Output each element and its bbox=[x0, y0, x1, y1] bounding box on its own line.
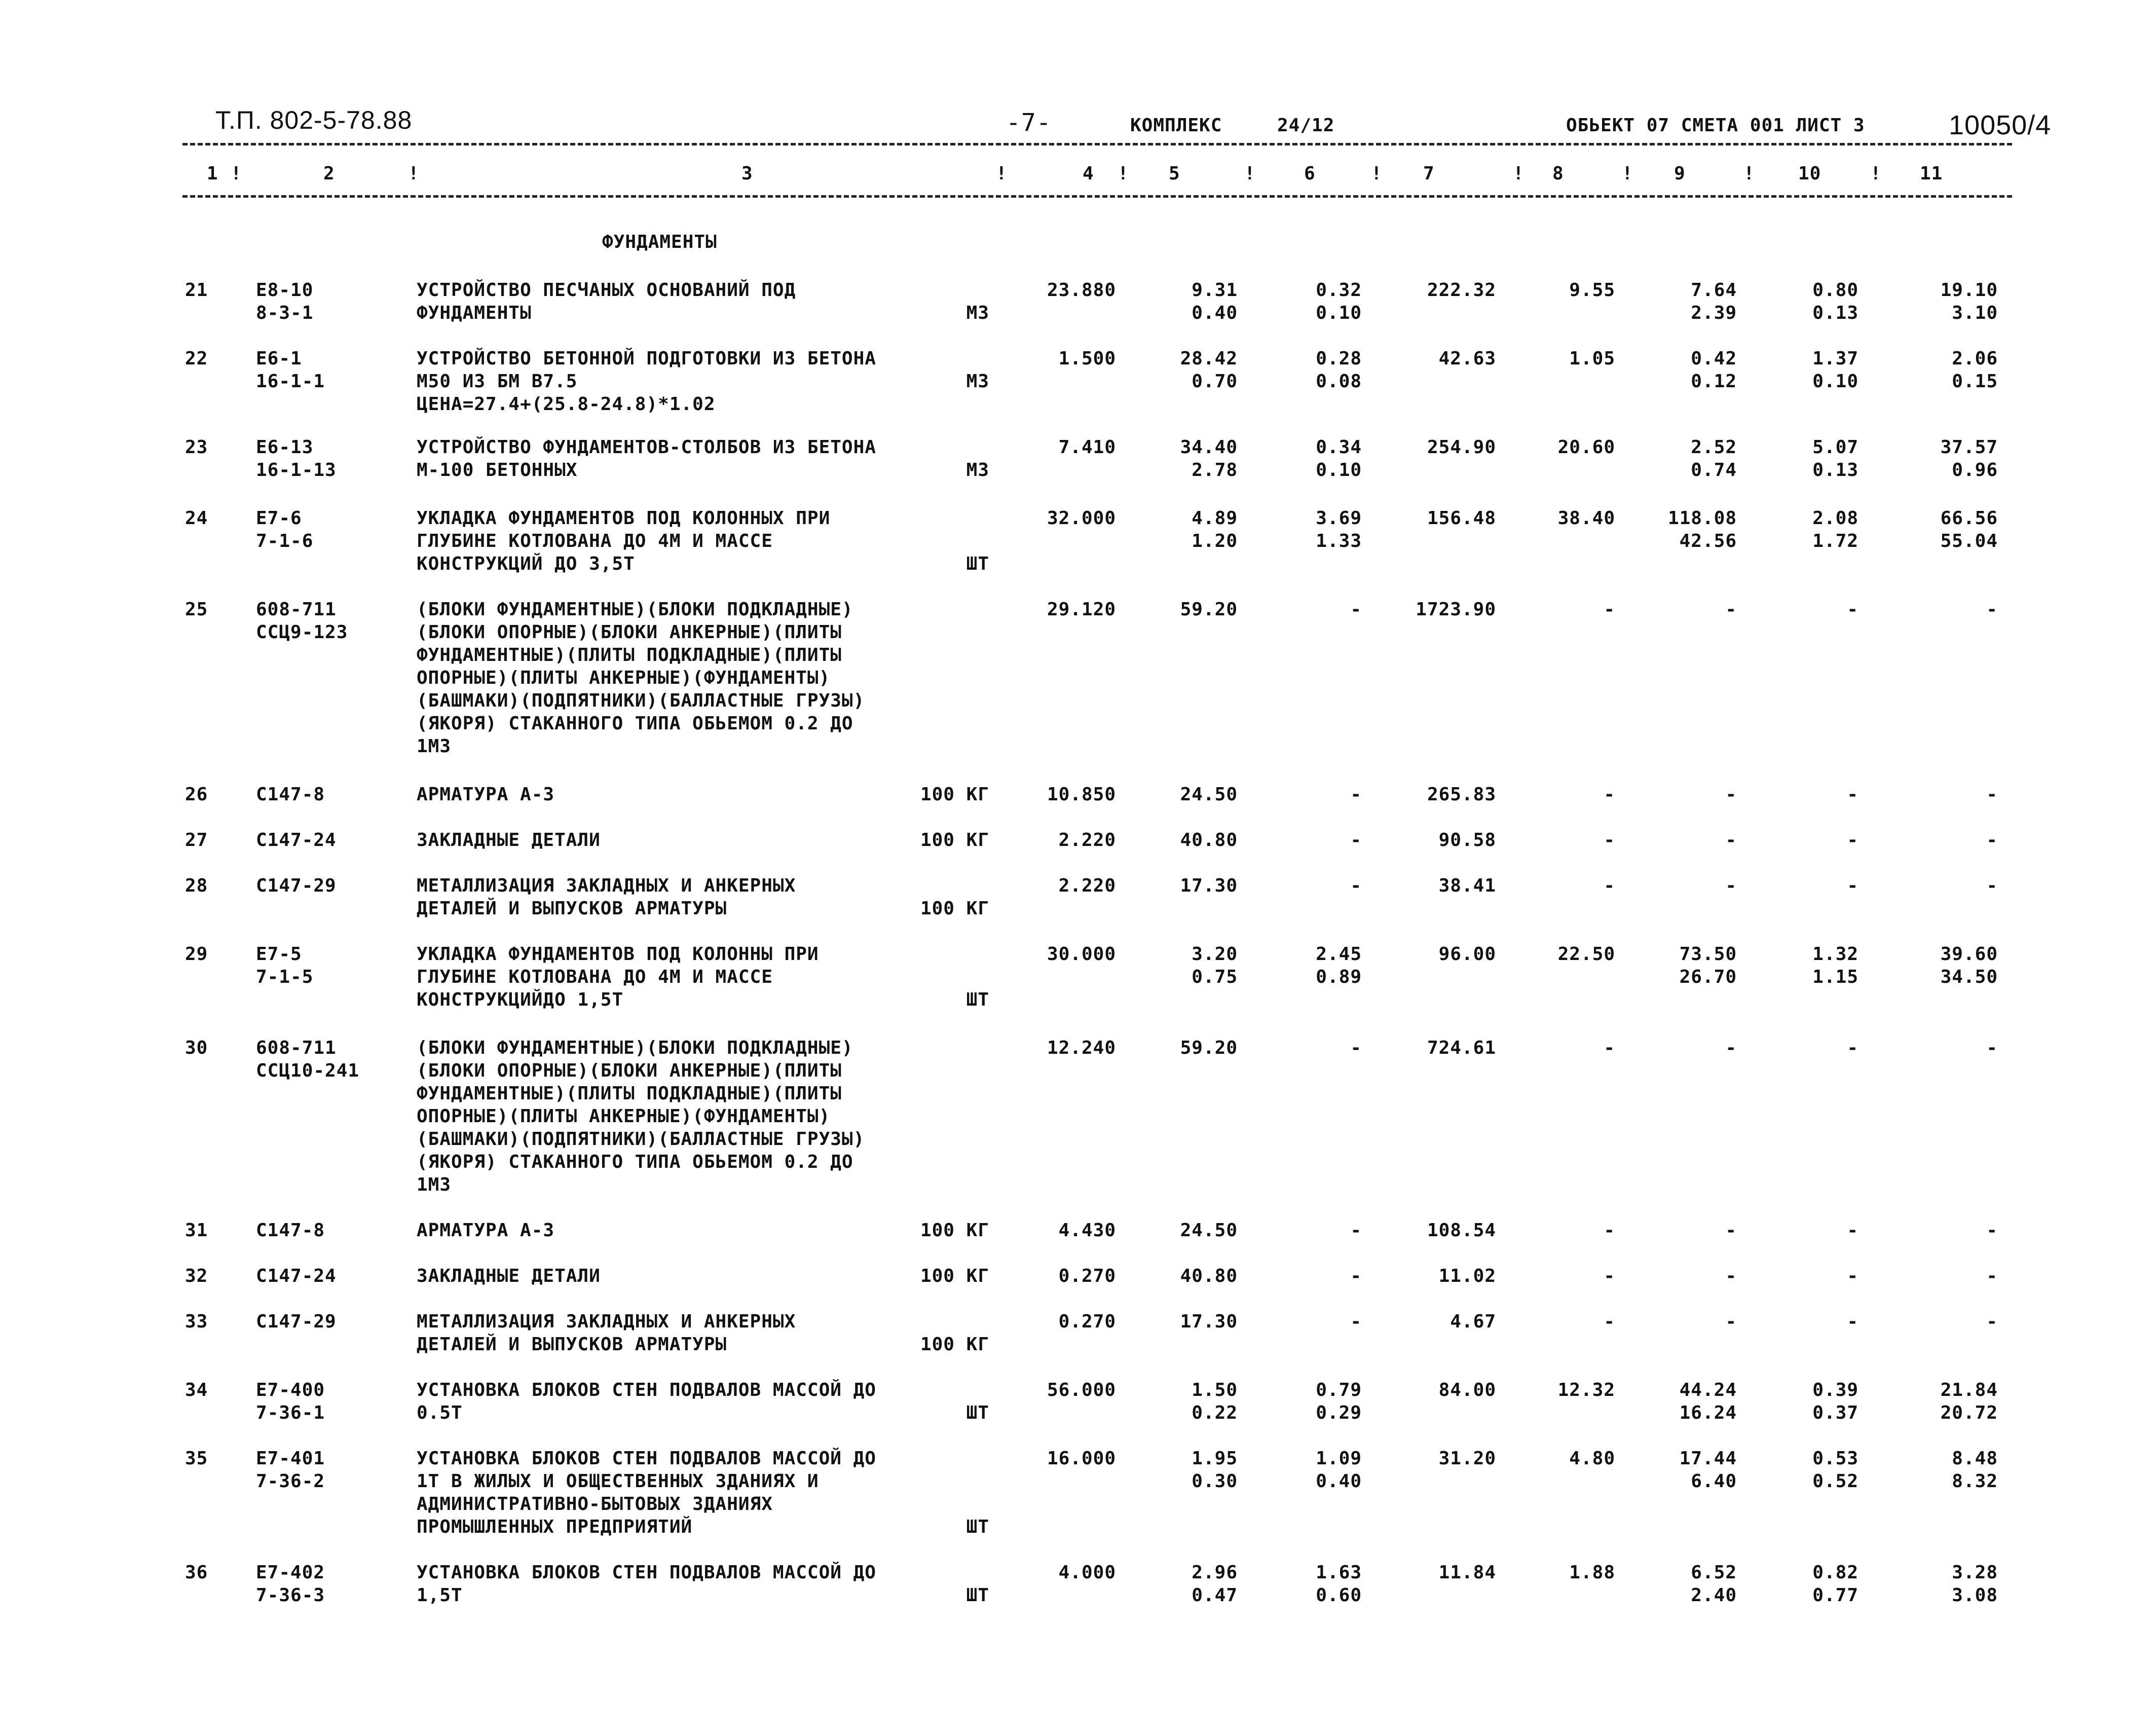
column-number: 5 bbox=[1169, 163, 1180, 184]
column-number: 1 bbox=[207, 163, 218, 184]
labor-total: 3.10 bbox=[1952, 303, 1998, 323]
quantity: 29.120 bbox=[1047, 599, 1116, 620]
total-cost: 38.41 bbox=[1438, 875, 1496, 896]
labor-unit: 1.15 bbox=[1812, 967, 1859, 987]
section-title: ФУНДАМЕНТЫ bbox=[602, 232, 717, 252]
total-cost: 96.00 bbox=[1438, 944, 1496, 965]
total-cost: 84.00 bbox=[1438, 1380, 1496, 1400]
work-description: ГЛУБИНЕ КОТЛОВАНА ДО 4М И МАССЕ bbox=[417, 531, 773, 551]
labor-total: - bbox=[1986, 784, 1998, 805]
rate-code: Е8-10 bbox=[256, 280, 314, 301]
work-description: М-100 БЕТОННЫХ bbox=[417, 460, 578, 481]
machine-cost: 0.10 bbox=[1316, 303, 1362, 323]
column-separator: ! bbox=[1622, 163, 1633, 184]
column-number: 11 bbox=[1920, 163, 1943, 184]
work-description: ФУНДАМЕНТЫ bbox=[417, 303, 532, 323]
labor-total: 20.72 bbox=[1940, 1402, 1998, 1423]
rate-code: 608-711 bbox=[256, 1038, 337, 1058]
rate-code: С147-24 bbox=[256, 830, 337, 851]
unit-of-measure: ШТ bbox=[966, 1402, 989, 1423]
work-description: ЗАКЛАДНЫЕ ДЕТАЛИ bbox=[417, 830, 601, 851]
work-description: ОПОРНЫЕ)(ПЛИТЫ АНКЕРНЫЕ)(ФУНДАМЕНТЫ) bbox=[417, 668, 831, 688]
machine-total: - bbox=[1725, 784, 1737, 805]
machine-cost: 1.09 bbox=[1316, 1448, 1362, 1469]
work-description: ЗАКЛАДНЫЕ ДЕТАЛИ bbox=[417, 1266, 601, 1286]
unit-cost: 24.50 bbox=[1180, 1220, 1238, 1241]
work-description: ДЕТАЛЕЙ И ВЫПУСКОВ АРМАТУРЫ bbox=[417, 898, 727, 919]
row-number: 23 bbox=[185, 437, 208, 458]
wages-total: 9.55 bbox=[1569, 280, 1615, 301]
labor-unit: - bbox=[1847, 875, 1859, 896]
row-number: 32 bbox=[185, 1266, 208, 1286]
rate-code: 7-1-5 bbox=[256, 967, 314, 987]
wages-total: - bbox=[1604, 875, 1615, 896]
labor-total: 3.28 bbox=[1952, 1562, 1998, 1583]
machine-total: 0.42 bbox=[1691, 348, 1737, 369]
wages-total: - bbox=[1604, 830, 1615, 851]
machine-total: - bbox=[1725, 1220, 1737, 1241]
unit-of-measure: 100 КГ bbox=[920, 1220, 989, 1241]
labor-total: 8.32 bbox=[1952, 1471, 1998, 1492]
machine-total: 2.39 bbox=[1691, 303, 1737, 323]
rate-code: 7-36-1 bbox=[256, 1402, 325, 1423]
total-cost: 265.83 bbox=[1427, 784, 1496, 805]
labor-unit: 0.13 bbox=[1812, 460, 1859, 481]
labor-total: - bbox=[1986, 1266, 1998, 1286]
labor-unit: - bbox=[1847, 599, 1859, 620]
rate-code: Е7-402 bbox=[256, 1562, 325, 1583]
labor-unit: 0.37 bbox=[1812, 1402, 1859, 1423]
unit-cost: 2.96 bbox=[1192, 1562, 1238, 1583]
labor-total: 34.50 bbox=[1940, 967, 1998, 987]
work-description: (БАШМАКИ)(ПОДПЯТНИКИ)(БАЛЛАСТНЫЕ ГРУЗЫ) bbox=[417, 690, 865, 711]
work-description: КОНСТРУКЦИЙ ДО 3,5Т bbox=[417, 553, 635, 574]
machine-cost: 2.45 bbox=[1316, 944, 1362, 965]
labor-total: - bbox=[1986, 1311, 1998, 1332]
wages-total: 12.32 bbox=[1557, 1380, 1615, 1400]
row-number: 24 bbox=[185, 508, 208, 529]
machine-cost: - bbox=[1350, 830, 1362, 851]
labor-total: 21.84 bbox=[1940, 1380, 1998, 1400]
unit-cost: 59.20 bbox=[1180, 599, 1238, 620]
machine-total: 0.74 bbox=[1691, 460, 1737, 481]
work-description: (БЛОКИ ФУНДАМЕНТНЫЕ)(БЛОКИ ПОДКЛАДНЫЕ) bbox=[417, 599, 853, 620]
machine-cost: 1.33 bbox=[1316, 531, 1362, 551]
quantity: 10.850 bbox=[1047, 784, 1116, 805]
rate-code: 7-36-2 bbox=[256, 1471, 325, 1492]
machine-total: - bbox=[1725, 830, 1737, 851]
labor-unit: 0.77 bbox=[1812, 1585, 1859, 1606]
row-number: 30 bbox=[185, 1038, 208, 1058]
work-description: УСТАНОВКА БЛОКОВ СТЕН ПОДВАЛОВ МАССОЙ ДО bbox=[417, 1380, 876, 1400]
quantity: 30.000 bbox=[1047, 944, 1116, 965]
unit-cost: 2.78 bbox=[1192, 460, 1238, 481]
unit-cost: 0.70 bbox=[1192, 371, 1238, 392]
work-description: УСТАНОВКА БЛОКОВ СТЕН ПОДВАЛОВ МАССОЙ ДО bbox=[417, 1562, 876, 1583]
header-bottom-rule bbox=[182, 195, 2012, 198]
machine-cost: 0.29 bbox=[1316, 1402, 1362, 1423]
machine-cost: - bbox=[1350, 875, 1362, 896]
total-cost: 90.58 bbox=[1438, 830, 1496, 851]
unit-cost: 34.40 bbox=[1180, 437, 1238, 458]
labor-total: 55.04 bbox=[1940, 531, 1998, 551]
unit-cost: 40.80 bbox=[1180, 1266, 1238, 1286]
work-description: УСТРОЙСТВО ФУНДАМЕНТОВ-СТОЛБОВ ИЗ БЕТОНА bbox=[417, 437, 876, 458]
work-description: ФУНДАМЕНТНЫЕ)(ПЛИТЫ ПОДКЛАДНЫЕ)(ПЛИТЫ bbox=[417, 1083, 842, 1104]
machine-total: 73.50 bbox=[1679, 944, 1737, 965]
machine-total: 6.52 bbox=[1691, 1562, 1737, 1583]
column-separator: ! bbox=[1371, 163, 1383, 184]
machine-total: - bbox=[1725, 1311, 1737, 1332]
row-number: 26 bbox=[185, 784, 208, 805]
rate-code: С147-8 bbox=[256, 784, 325, 805]
labor-unit: 1.32 bbox=[1812, 944, 1859, 965]
unit-of-measure: 100 КГ bbox=[920, 1266, 989, 1286]
rate-code: 7-36-3 bbox=[256, 1585, 325, 1606]
work-description: УСТАНОВКА БЛОКОВ СТЕН ПОДВАЛОВ МАССОЙ ДО bbox=[417, 1448, 876, 1469]
column-number: 3 bbox=[741, 163, 753, 184]
work-description: (БЛОКИ ОПОРНЫЕ)(БЛОКИ АНКЕРНЫЕ)(ПЛИТЫ bbox=[417, 1060, 842, 1081]
work-description: (БЛОКИ ОПОРНЫЕ)(БЛОКИ АНКЕРНЫЕ)(ПЛИТЫ bbox=[417, 622, 842, 643]
machine-cost: - bbox=[1350, 599, 1362, 620]
machine-cost: 1.63 bbox=[1316, 1562, 1362, 1583]
row-number: 35 bbox=[185, 1448, 208, 1469]
labor-unit: 0.10 bbox=[1812, 371, 1859, 392]
total-cost: 254.90 bbox=[1427, 437, 1496, 458]
labor-unit: 0.53 bbox=[1812, 1448, 1859, 1469]
column-number: 6 bbox=[1304, 163, 1316, 184]
work-description: ПРОМЫШЛЕННЫХ ПРЕДПРИЯТИЙ bbox=[417, 1517, 693, 1537]
column-number: 9 bbox=[1674, 163, 1686, 184]
wages-total: 38.40 bbox=[1557, 508, 1615, 529]
machine-total: 7.64 bbox=[1691, 280, 1737, 301]
work-description: ГЛУБИНЕ КОТЛОВАНА ДО 4М И МАССЕ bbox=[417, 967, 773, 987]
labor-total: - bbox=[1986, 599, 1998, 620]
column-separator: ! bbox=[1743, 163, 1755, 184]
work-description: 0.5Т bbox=[417, 1402, 463, 1423]
column-separator: ! bbox=[231, 163, 242, 184]
total-cost: 1723.90 bbox=[1416, 599, 1496, 620]
total-cost: 222.32 bbox=[1427, 280, 1496, 301]
rate-code: 16-1-13 bbox=[256, 460, 337, 481]
wages-total: 22.50 bbox=[1557, 944, 1615, 965]
labor-total: - bbox=[1986, 830, 1998, 851]
unit-cost: 1.20 bbox=[1192, 531, 1238, 551]
column-separator: ! bbox=[1870, 163, 1882, 184]
row-number: 36 bbox=[185, 1562, 208, 1583]
work-description: (ЯКОРЯ) СТАКАННОГО ТИПА ОБЬЕМОМ 0.2 ДО bbox=[417, 1152, 853, 1172]
labor-total: 66.56 bbox=[1940, 508, 1998, 529]
total-cost: 11.84 bbox=[1438, 1562, 1496, 1583]
labor-unit: - bbox=[1847, 784, 1859, 805]
object-estimate-sheet: ОБЬЕКТ 07 СМЕТА 001 ЛИСТ 3 bbox=[1566, 115, 1865, 136]
column-separator: ! bbox=[408, 163, 420, 184]
machine-cost: 3.69 bbox=[1316, 508, 1362, 529]
unit-cost: 4.89 bbox=[1192, 508, 1238, 529]
quantity: 23.880 bbox=[1047, 280, 1116, 301]
rate-code: С147-29 bbox=[256, 875, 337, 896]
row-number: 34 bbox=[185, 1380, 208, 1400]
quantity: 12.240 bbox=[1047, 1038, 1116, 1058]
quantity: 32.000 bbox=[1047, 508, 1116, 529]
work-description: 1М3 bbox=[417, 1174, 452, 1195]
unit-cost: 59.20 bbox=[1180, 1038, 1238, 1058]
rate-code: ССЦ10-241 bbox=[256, 1060, 360, 1081]
machine-total: 2.52 bbox=[1691, 437, 1737, 458]
labor-unit: - bbox=[1847, 1220, 1859, 1241]
labor-unit: 1.72 bbox=[1812, 531, 1859, 551]
rate-code: Е7-401 bbox=[256, 1448, 325, 1469]
quantity: 2.220 bbox=[1058, 875, 1116, 896]
row-number: 31 bbox=[185, 1220, 208, 1241]
labor-total: 0.15 bbox=[1952, 371, 1998, 392]
column-number: 2 bbox=[323, 163, 335, 184]
wages-total: - bbox=[1604, 599, 1615, 620]
row-number: 29 bbox=[185, 944, 208, 965]
work-description: 1М3 bbox=[417, 736, 452, 757]
document-reference: Т.П. 802-5-78.88 bbox=[215, 106, 413, 134]
machine-total: 0.12 bbox=[1691, 371, 1737, 392]
work-description: УСТРОЙСТВО БЕТОННОЙ ПОДГОТОВКИ ИЗ БЕТОНА bbox=[417, 348, 876, 369]
machine-cost: - bbox=[1350, 1266, 1362, 1286]
unit-cost: 0.30 bbox=[1192, 1471, 1238, 1492]
labor-total: - bbox=[1986, 1220, 1998, 1241]
labor-total: - bbox=[1986, 875, 1998, 896]
machine-cost: 0.89 bbox=[1316, 967, 1362, 987]
row-number: 22 bbox=[185, 348, 208, 369]
work-description: ЦЕНА=27.4+(25.8-24.8)*1.02 bbox=[417, 394, 716, 415]
unit-of-measure: 100 КГ bbox=[920, 830, 989, 851]
unit-of-measure: ШТ bbox=[966, 1517, 989, 1537]
labor-unit: 0.52 bbox=[1812, 1471, 1859, 1492]
rate-code: Е6-13 bbox=[256, 437, 314, 458]
machine-cost: - bbox=[1350, 784, 1362, 805]
wages-total: - bbox=[1604, 1266, 1615, 1286]
rate-code: 16-1-1 bbox=[256, 371, 325, 392]
total-cost: 724.61 bbox=[1427, 1038, 1496, 1058]
unit-cost: 17.30 bbox=[1180, 1311, 1238, 1332]
unit-of-measure: ШТ bbox=[966, 553, 989, 574]
row-number: 25 bbox=[185, 599, 208, 620]
column-number: 7 bbox=[1423, 163, 1435, 184]
column-number: 10 bbox=[1798, 163, 1822, 184]
labor-total: 2.06 bbox=[1952, 348, 1998, 369]
unit-cost: 1.95 bbox=[1192, 1448, 1238, 1469]
total-cost: 11.02 bbox=[1438, 1266, 1496, 1286]
quantity: 4.000 bbox=[1058, 1562, 1116, 1583]
machine-total: 118.08 bbox=[1667, 508, 1737, 529]
labor-unit: 0.80 bbox=[1812, 280, 1859, 301]
work-description: УСТРОЙСТВО ПЕСЧАНЫХ ОСНОВАНИЙ ПОД bbox=[417, 280, 796, 301]
rate-code: С147-24 bbox=[256, 1266, 337, 1286]
quantity: 1.500 bbox=[1058, 348, 1116, 369]
unit-cost: 3.20 bbox=[1192, 944, 1238, 965]
labor-unit: 5.07 bbox=[1812, 437, 1859, 458]
total-cost: 31.20 bbox=[1438, 1448, 1496, 1469]
machine-cost: - bbox=[1350, 1038, 1362, 1058]
complex-value: 24/12 bbox=[1277, 115, 1335, 136]
work-description: М50 ИЗ БМ В7.5 bbox=[417, 371, 578, 392]
rate-code: 608-711 bbox=[256, 599, 337, 620]
work-description: (ЯКОРЯ) СТАКАННОГО ТИПА ОБЬЕМОМ 0.2 ДО bbox=[417, 713, 853, 734]
labor-total: 0.96 bbox=[1952, 460, 1998, 481]
machine-total: 26.70 bbox=[1679, 967, 1737, 987]
wages-total: 1.05 bbox=[1569, 348, 1615, 369]
page-number: -7- bbox=[1006, 108, 1052, 137]
quantity: 0.270 bbox=[1058, 1266, 1116, 1286]
work-description: АРМАТУРА А-3 bbox=[417, 1220, 555, 1241]
machine-total: 16.24 bbox=[1679, 1402, 1737, 1423]
machine-total: 44.24 bbox=[1679, 1380, 1737, 1400]
quantity: 0.270 bbox=[1058, 1311, 1116, 1332]
work-description: (БЛОКИ ФУНДАМЕНТНЫЕ)(БЛОКИ ПОДКЛАДНЫЕ) bbox=[417, 1038, 853, 1058]
rate-code: ССЦ9-123 bbox=[256, 622, 348, 643]
machine-cost: 0.40 bbox=[1316, 1471, 1362, 1492]
row-number: 27 bbox=[185, 830, 208, 851]
labor-total: 3.08 bbox=[1952, 1585, 1998, 1606]
unit-cost: 17.30 bbox=[1180, 875, 1238, 896]
machine-cost: - bbox=[1350, 1220, 1362, 1241]
rate-code: Е7-400 bbox=[256, 1380, 325, 1400]
column-separator: ! bbox=[996, 163, 1008, 184]
wages-total: 1.88 bbox=[1569, 1562, 1615, 1583]
quantity: 56.000 bbox=[1047, 1380, 1116, 1400]
unit-of-measure: М3 bbox=[966, 303, 989, 323]
row-number: 33 bbox=[185, 1311, 208, 1332]
column-number: 8 bbox=[1552, 163, 1564, 184]
work-description: ОПОРНЫЕ)(ПЛИТЫ АНКЕРНЫЕ)(ФУНДАМЕНТЫ) bbox=[417, 1106, 831, 1127]
work-description: 1Т В ЖИЛЫХ И ОБЩЕСТВЕННЫХ ЗДАНИЯХ И bbox=[417, 1471, 819, 1492]
machine-cost: - bbox=[1350, 1311, 1362, 1332]
unit-cost: 0.47 bbox=[1192, 1585, 1238, 1606]
column-separator: ! bbox=[1118, 163, 1129, 184]
unit-of-measure: М3 bbox=[966, 371, 989, 392]
unit-cost: 24.50 bbox=[1180, 784, 1238, 805]
work-description: ФУНДАМЕНТНЫЕ)(ПЛИТЫ ПОДКЛАДНЫЕ)(ПЛИТЫ bbox=[417, 645, 842, 666]
top-rule bbox=[182, 143, 2012, 145]
total-cost: 4.67 bbox=[1450, 1311, 1496, 1332]
wages-total: - bbox=[1604, 784, 1615, 805]
complex-label: КОМПЛЕКС bbox=[1130, 115, 1222, 136]
rate-code: 8-3-1 bbox=[256, 303, 314, 323]
rate-code: Е6-1 bbox=[256, 348, 302, 369]
machine-total: 42.56 bbox=[1679, 531, 1737, 551]
unit-of-measure: 100 КГ bbox=[920, 784, 989, 805]
labor-total: - bbox=[1986, 1038, 1998, 1058]
wages-total: - bbox=[1604, 1220, 1615, 1241]
labor-unit: - bbox=[1847, 1311, 1859, 1332]
wages-total: 20.60 bbox=[1557, 437, 1615, 458]
rate-code: Е7-6 bbox=[256, 508, 302, 529]
total-cost: 108.54 bbox=[1427, 1220, 1496, 1241]
row-number: 21 bbox=[185, 280, 208, 301]
labor-unit: - bbox=[1847, 830, 1859, 851]
unit-of-measure: ШТ bbox=[966, 989, 989, 1010]
machine-total: - bbox=[1725, 1038, 1737, 1058]
labor-unit: 2.08 bbox=[1812, 508, 1859, 529]
machine-total: - bbox=[1725, 1266, 1737, 1286]
work-description: 1,5Т bbox=[417, 1585, 463, 1606]
labor-unit: 0.82 bbox=[1812, 1562, 1859, 1583]
wages-total: - bbox=[1604, 1311, 1615, 1332]
machine-cost: 0.32 bbox=[1316, 280, 1362, 301]
total-cost: 42.63 bbox=[1438, 348, 1496, 369]
quantity: 7.410 bbox=[1058, 437, 1116, 458]
rate-code: С147-8 bbox=[256, 1220, 325, 1241]
labor-total: 37.57 bbox=[1940, 437, 1998, 458]
labor-total: 39.60 bbox=[1940, 944, 1998, 965]
machine-cost: 0.34 bbox=[1316, 437, 1362, 458]
unit-cost: 40.80 bbox=[1180, 830, 1238, 851]
unit-cost: 28.42 bbox=[1180, 348, 1238, 369]
machine-total: 17.44 bbox=[1679, 1448, 1737, 1469]
work-description: МЕТАЛЛИЗАЦИЯ ЗАКЛАДНЫХ И АНКЕРНЫХ bbox=[417, 875, 796, 896]
unit-cost: 0.75 bbox=[1192, 967, 1238, 987]
wages-total: 4.80 bbox=[1569, 1448, 1615, 1469]
work-description: АДМИНИСТРАТИВНО-БЫТОВЫХ ЗДАНИЯХ bbox=[417, 1494, 773, 1515]
unit-cost: 1.50 bbox=[1192, 1380, 1238, 1400]
work-description: ДЕТАЛЕЙ И ВЫПУСКОВ АРМАТУРЫ bbox=[417, 1334, 727, 1355]
column-number: 4 bbox=[1083, 163, 1094, 184]
unit-of-measure: 100 КГ bbox=[920, 1334, 989, 1355]
quantity: 2.220 bbox=[1058, 830, 1116, 851]
labor-unit: 1.37 bbox=[1812, 348, 1859, 369]
labor-unit: 0.39 bbox=[1812, 1380, 1859, 1400]
unit-cost: 9.31 bbox=[1192, 280, 1238, 301]
quantity: 4.430 bbox=[1058, 1220, 1116, 1241]
labor-total: 19.10 bbox=[1940, 280, 1998, 301]
machine-total: 2.40 bbox=[1691, 1585, 1737, 1606]
work-description: УКЛАДКА ФУНДАМЕНТОВ ПОД КОЛОННЫ ПРИ bbox=[417, 944, 819, 965]
machine-cost: 0.10 bbox=[1316, 460, 1362, 481]
rate-code: С147-29 bbox=[256, 1311, 337, 1332]
machine-total: - bbox=[1725, 599, 1737, 620]
machine-total: - bbox=[1725, 875, 1737, 896]
wages-total: - bbox=[1604, 1038, 1615, 1058]
work-description: УКЛАДКА ФУНДАМЕНТОВ ПОД КОЛОННЫХ ПРИ bbox=[417, 508, 831, 529]
machine-cost: 0.79 bbox=[1316, 1380, 1362, 1400]
labor-unit: - bbox=[1847, 1038, 1859, 1058]
rate-code: 7-1-6 bbox=[256, 531, 314, 551]
unit-of-measure: 100 КГ bbox=[920, 898, 989, 919]
column-separator: ! bbox=[1513, 163, 1525, 184]
labor-unit: 0.13 bbox=[1812, 303, 1859, 323]
work-description: МЕТАЛЛИЗАЦИЯ ЗАКЛАДНЫХ И АНКЕРНЫХ bbox=[417, 1311, 796, 1332]
work-description: (БАШМАКИ)(ПОДПЯТНИКИ)(БАЛЛАСТНЫЕ ГРУЗЫ) bbox=[417, 1129, 865, 1150]
archive-stamp: 10050/4 bbox=[1949, 110, 2052, 140]
labor-unit: - bbox=[1847, 1266, 1859, 1286]
quantity: 16.000 bbox=[1047, 1448, 1116, 1469]
row-number: 28 bbox=[185, 875, 208, 896]
rate-code: Е7-5 bbox=[256, 944, 302, 965]
work-description: АРМАТУРА А-3 bbox=[417, 784, 555, 805]
unit-cost: 0.40 bbox=[1192, 303, 1238, 323]
unit-of-measure: М3 bbox=[966, 460, 989, 481]
total-cost: 156.48 bbox=[1427, 508, 1496, 529]
machine-cost: 0.08 bbox=[1316, 371, 1362, 392]
unit-of-measure: ШТ bbox=[966, 1585, 989, 1606]
column-separator: ! bbox=[1244, 163, 1256, 184]
machine-total: 6.40 bbox=[1691, 1471, 1737, 1492]
work-description: КОНСТРУКЦИЙДО 1,5Т bbox=[417, 989, 624, 1010]
unit-cost: 0.22 bbox=[1192, 1402, 1238, 1423]
machine-cost: 0.28 bbox=[1316, 348, 1362, 369]
machine-cost: 0.60 bbox=[1316, 1585, 1362, 1606]
labor-total: 8.48 bbox=[1952, 1448, 1998, 1469]
